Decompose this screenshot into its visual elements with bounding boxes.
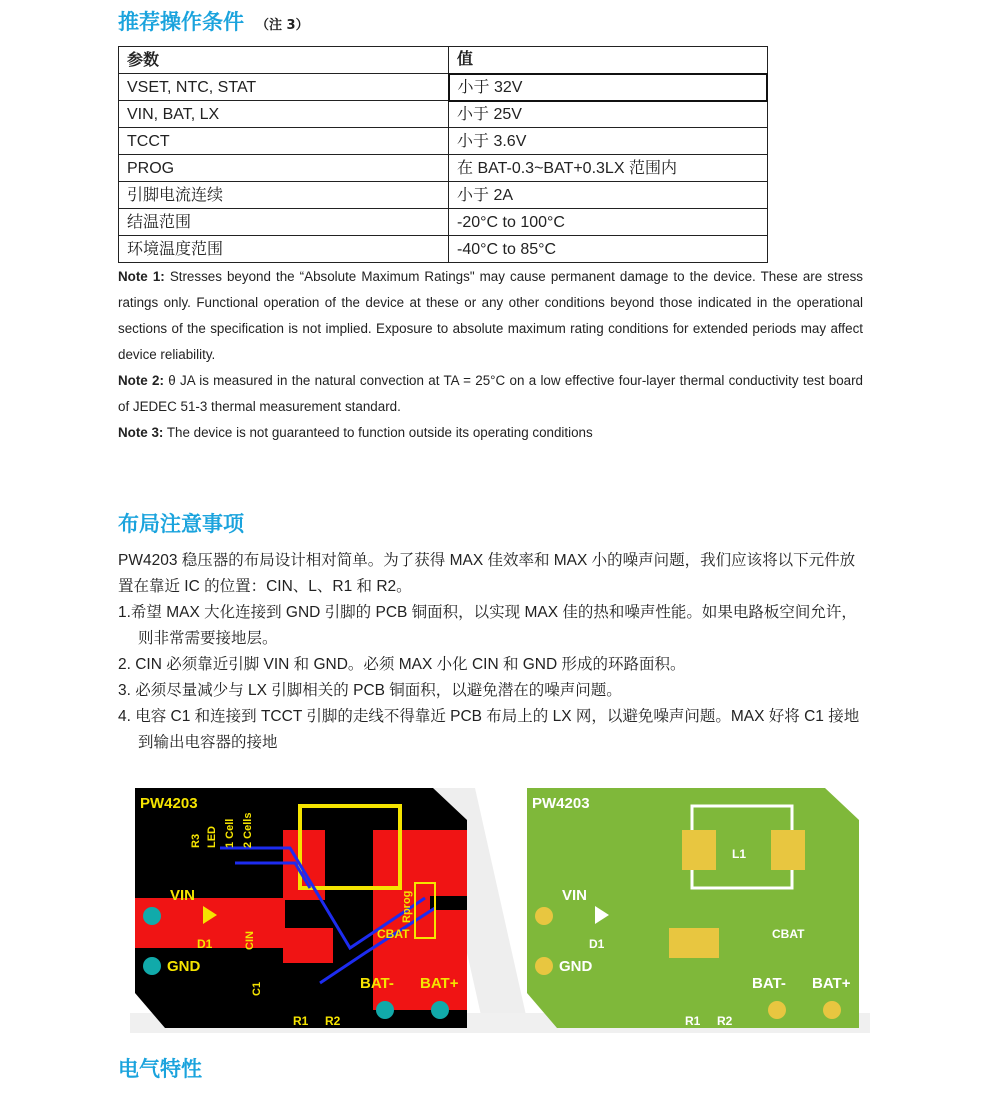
label-l1: L1 [732, 847, 747, 861]
cell: 小于 32V [449, 74, 768, 101]
cell: TCCT [119, 128, 449, 155]
table-row [119, 236, 768, 263]
label-gnd: GND [559, 958, 593, 975]
note-text: θ JA is measured in the natural convection at TA = 25°C on a low effective four-layer thermal conductivity test board of JEDEC 51-3 thermal measurement standard. [118, 373, 863, 414]
section-title-electrical: 电气特性 [118, 1057, 202, 1081]
layout-guidelines [118, 548, 863, 756]
cell: VSET, NTC, STAT [119, 74, 449, 101]
section-title-recommended-conditions [118, 6, 309, 36]
note-ref: （注 3） [256, 18, 309, 33]
label-vin: VIN [562, 887, 588, 904]
note-label: Note 1: [118, 269, 165, 284]
cell: 小于 2A [449, 182, 768, 209]
label-1cell: 1 Cell [224, 818, 236, 848]
table-row [119, 209, 768, 236]
intro-paragraph: PW4203 稳压器的布局设计相对简单。为了获得 MAX 佳效率和 MAX 小的噪声问题，我们应该将以下元件放置在靠近 IC 的位置：CIN、L、R1 和 R2。 [118, 552, 856, 595]
label-l1: L1 [275, 807, 290, 821]
label-r2: R2 [717, 1014, 733, 1028]
label-r1: R1 [293, 1014, 309, 1028]
pcb-title: PW4203 [140, 795, 198, 812]
label-d1: D1 [589, 937, 605, 951]
label-bat-minus: BAT- [360, 975, 394, 992]
label-r1: R1 [685, 1014, 701, 1028]
list-item: 1.希望 MAX 大化连接到 GND 引脚的 PCB 铜面积，以实现 MAX 佳的热和噪声性能。如果电路板空间允许，则非常需要接地层。 [118, 604, 857, 647]
note-text: The device is not guaranteed to function outside its operating conditions [163, 425, 593, 440]
label-cbat: CBAT [772, 927, 805, 941]
pcb-title: PW4203 [532, 795, 590, 812]
cell: 环境温度范围 [119, 236, 449, 263]
label-bat-plus: BAT+ [420, 975, 459, 992]
cell: PROG [119, 155, 449, 182]
label-cbat: CBAT [377, 927, 410, 941]
pcb-layout-bottom-image [527, 788, 860, 1028]
note-text: Stresses beyond the “Absolute Maximum Ratings" may cause permanent damage to the device. These are stress ratings only. Functional operation of the device at these or any other conditions beyond those indicated in the operational sections of the specification is not implied. Exposure to absolute maximum rating conditions for extended periods may affect device reliability. [118, 269, 864, 362]
header-cell: 值 [449, 47, 768, 74]
cell: 在 BAT-0.3~BAT+0.3LX 范围内 [449, 155, 768, 182]
section-title-layout: 布局注意事项 [118, 512, 244, 536]
note-3 [118, 420, 863, 446]
cell: 引脚电流连续 [119, 182, 449, 209]
label-c1: C1 [251, 981, 263, 996]
label-r2: R2 [325, 1014, 341, 1028]
table-header [119, 47, 768, 74]
notes [118, 264, 863, 446]
label-bat-minus: BAT- [752, 975, 786, 992]
list-item: 3. 必须尽量减少与 LX 引脚相关的 PCB 铜面积，以避免潜在的噪声问题。 [118, 682, 622, 699]
title-text: 推荐操作条件 [118, 10, 244, 34]
header-cell: 参数 [119, 47, 449, 74]
pcb-layout-top-image [135, 788, 470, 1028]
label-cin: CIN [244, 931, 256, 950]
table-row [119, 74, 768, 101]
label-led: LED [206, 826, 218, 848]
note-label: Note 2: [118, 373, 164, 388]
list-item: 2. CIN 必须靠近引脚 VIN 和 GND。必须 MAX 小化 CIN 和 GND 形成的环路面积。 [118, 656, 686, 673]
label-r3: R3 [190, 833, 202, 848]
label-2cells: 2 Cells [242, 812, 254, 848]
label-gnd: GND [167, 958, 201, 975]
label-d1: D1 [197, 937, 213, 951]
table-row [119, 128, 768, 155]
cell: 小于 25V [449, 101, 768, 128]
note-label: Note 3: [118, 425, 164, 440]
table-row [119, 182, 768, 209]
conditions-table [118, 46, 768, 263]
list-item: 4. 电容 C1 和连接到 TCCT 引脚的走线不得靠近 PCB 布局上的 LX 网，以避免噪声问题。MAX 好将 C1 接地到输出电容器的接地 [118, 708, 860, 751]
note-1 [118, 264, 863, 368]
table-row [119, 101, 768, 128]
cell: 小于 3.6V [449, 128, 768, 155]
label-vin: VIN [170, 887, 196, 904]
note-2 [118, 368, 863, 420]
label-bat-plus: BAT+ [812, 975, 851, 992]
cell: VIN, BAT, LX [119, 101, 449, 128]
table-row [119, 155, 768, 182]
label-rprog: Rprog [401, 890, 413, 923]
cell: -20°C to 100°C [449, 209, 768, 236]
cell: -40°C to 85°C [449, 236, 768, 263]
cell: 结温范围 [119, 209, 449, 236]
